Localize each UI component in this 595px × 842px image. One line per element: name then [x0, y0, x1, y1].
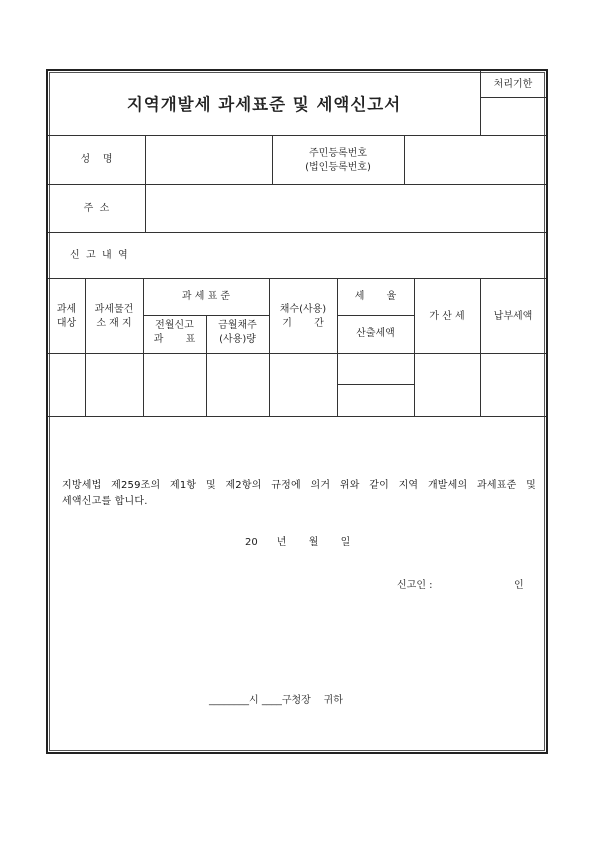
col-payment: 납부세액: [493, 311, 533, 322]
date-line: 20 년 월 일: [245, 537, 351, 548]
address-label: 주 소: [83, 203, 110, 214]
col-target-line2: 대상: [56, 318, 77, 329]
tax-cell-divider: [337, 384, 414, 385]
col-target-line1: 과세: [56, 304, 77, 315]
row-divider: [48, 278, 546, 279]
row-divider: [48, 135, 546, 136]
id-label-line1: 주민등록번호: [309, 148, 367, 159]
col-divider: [145, 135, 146, 232]
id-label-line2: (법인등록번호): [305, 162, 371, 173]
report-details-label: 신 고 내 역: [70, 250, 128, 261]
row-divider: [48, 416, 546, 417]
col-location-line1: 과세물건: [94, 304, 134, 315]
seal-mark: 인: [514, 580, 524, 591]
col-location-line2: 소 재 지: [96, 318, 132, 329]
reporter-label: 신고인 :: [397, 580, 433, 591]
form-title: 지역개발세 과세표준 및 세액신고서: [126, 95, 402, 114]
table-col-divider: [480, 278, 481, 416]
deadline-label: 처리기한: [493, 79, 533, 90]
subheader-divider: [337, 315, 414, 316]
row-divider: [48, 232, 546, 233]
row-divider: [48, 353, 546, 354]
table-col-divider: [85, 278, 86, 416]
col-prev-report-line2: 과 표: [153, 334, 196, 345]
col-current-usage-line1: 금월채주: [218, 320, 257, 331]
col-current-usage-line2: (사용)량: [219, 334, 256, 345]
col-tax-standard: 과 세 표 준: [181, 291, 231, 302]
col-prev-report-line1: 전월신고: [155, 320, 194, 331]
name-label: 성 명: [80, 154, 113, 165]
col-period-line1: 채수(사용): [279, 304, 327, 315]
addressee-line: ________시 ____구청장 귀하: [209, 695, 343, 706]
col-period-line2: 기 간: [282, 318, 324, 329]
declaration-text: [62, 478, 536, 510]
row-divider: [48, 184, 546, 185]
col-calculated-tax: 산출세액: [356, 328, 395, 339]
col-tax-rate: 세 율: [354, 291, 397, 302]
table-col-divider: [269, 278, 270, 416]
deadline-divider: [480, 97, 546, 98]
col-divider: [404, 135, 405, 184]
col-surcharge: 가 산 세: [429, 311, 465, 322]
declaration-line1: 지방세법 제259조의 제1항 및 제2항의 규정에 의거 위와 같이 지역 개발세의 과세표준 및: [62, 480, 536, 491]
declaration-line2: 세액신고를 합니다.: [62, 496, 148, 507]
table-col-divider: [414, 278, 415, 416]
